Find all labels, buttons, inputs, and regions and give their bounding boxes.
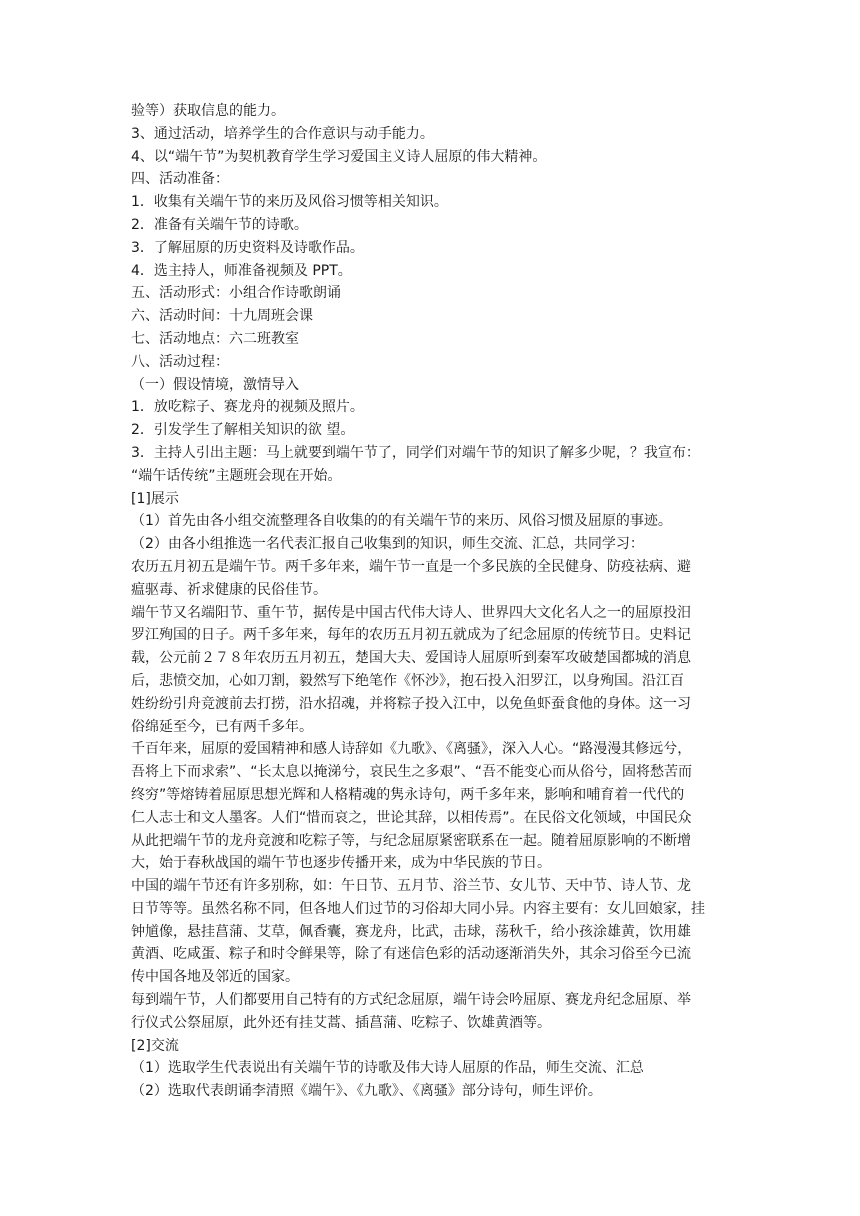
text-line: 千百年来，屈原的爱国精神和感人诗辞如《九歌》、《离骚》，深入人心。“路漫漫其修远兮， [131, 741, 692, 758]
text-line: 俗绵延至今，已有两千多年。 [131, 718, 313, 735]
text-line: 4、以“端午节”为契机教育学生学习爱国主义诗人屈原的伟大精神。 [131, 148, 547, 165]
text-line: 3、通过活动，培养学生的合作意识与动手能力。 [131, 125, 434, 142]
text-line: （2）选取代表朗诵李清照《端午》、《九歌》、《离骚》部分诗句，师生评价。 [131, 1083, 602, 1100]
text-line: 传中国各地及邻近的国家。 [131, 969, 299, 986]
text-line: 2．引发学生了解相关知识的欲 望。 [131, 422, 355, 439]
text-line: “端午话传统”主题班会现在开始。 [131, 467, 342, 484]
text-line: （1）选取学生代表说出有关端午节的诗歌及伟大诗人屈原的作品，师生交流、汇总 [131, 1060, 644, 1077]
text-line: 终穷”等熔铸着屈原思想光辉和人格精魂的隽永诗句，两千多年来，影响和哺育着一代代的 [131, 786, 685, 803]
text-line: 四、活动准备： [131, 171, 229, 188]
text-line: 罗江殉国的日子。两千多年来，每年的农历五月初五就成为了纪念屈原的传统节日。史料记 [131, 627, 691, 644]
text-line: 八、活动过程： [131, 353, 229, 370]
text-line: 每到端午节，人们都要用自己特有的方式纪念屈原，端午诗会吟屈原、赛龙舟纪念屈原、举 [131, 992, 691, 1009]
text-line: 2．准备有关端午节的诗歌。 [131, 216, 308, 233]
text-line: 后，悲愤交加，心如刀割，毅然写下绝笔作《怀沙》，抱石投入汨罗江，以身殉国。沿江百 [131, 672, 684, 689]
text-line: （2）由各小组推选一名代表汇报自己收集到的知识，师生交流、汇总，共同学习： [131, 536, 644, 553]
text-line: 姓纷纷引舟竞渡前去打捞，沿水招魂，并将粽子投入江中，以免鱼虾蚕食他的身体。这一习 [131, 695, 691, 712]
text-line: 农历五月初五是端午节。两千多年来，端午节一直是一个多民族的全民健身、防疫祛病、避 [131, 558, 691, 575]
text-line: 3．了解屈原的历史资料及诗歌作品。 [131, 239, 364, 256]
document-body [131, 100, 731, 1103]
text-line: 4．选主持人，师准备视频及 PPT。 [131, 262, 352, 279]
text-line: 六、活动时间：十九周班会课 [131, 308, 313, 325]
text-line: 黄酒、吃咸蛋、粽子和时令鲜果等，除了有迷信色彩的活动逐渐消失外，其余习俗至今已流 [131, 946, 691, 963]
text-line: （一）假设情境，激情导入 [131, 376, 299, 393]
text-line: 载，公元前２７８年农历五月初五，楚国大夫、爱国诗人屈原听到秦军攻破楚国都城的消息 [131, 650, 691, 667]
text-line: 日节等等。虽然名称不同，但各地人们过节的习俗却大同小异。内容主要有：女儿回娘家，挂 [131, 900, 705, 917]
text-line: 中国的端午节还有许多别称，如：午日节、五月节、浴兰节、女儿节、天中节、诗人节、龙 [131, 878, 691, 895]
text-line: 行仪式公祭屈原，此外还有挂艾蒿、插菖蒲、吃粽子、饮雄黄酒等。 [131, 1014, 551, 1031]
text-line: 钟馗像，悬挂菖蒲、艾草，佩香囊，赛龙舟，比武，击球，荡秋千，给小孩涂雄黄，饮用雄 [131, 923, 691, 940]
text-line: （1）首先由各小组交流整理各自收集的的有关端午节的来历、风俗习惯及屈原的事迹。 [131, 513, 672, 530]
text-line: 吾将上下而求索”、“长太息以掩涕兮，哀民生之多艰”、“吾不能变心而从俗兮，固将愁苦而 [131, 764, 693, 781]
text-line: 从此把端午节的龙舟竞渡和吃粽子等，与纪念屈原紧密联系在一起。随着屈原影响的不断增 [131, 832, 691, 849]
text-line: 1．收集有关端午节的来历及风俗习惯等相关知识。 [131, 194, 448, 211]
text-line: 瘟驱毒、祈求健康的民俗佳节。 [131, 581, 327, 598]
text-line: 仁人志士和文人墨客。人们“惜而哀之，世论其辞，以相传焉”。在民俗文化领域，中国民众 [131, 809, 692, 826]
text-line: [1]展示 [131, 490, 179, 507]
text-line: [2]交流 [131, 1037, 179, 1054]
text-line: 1．放吃粽子、赛龙舟的视频及照片。 [131, 399, 364, 416]
text-line: 五、活动形式：小组合作诗歌朗诵 [131, 285, 341, 302]
text-line: 3．主持人引出主题：马上就要到端午节了，同学们对端午节的知识了解多少呢，？我宣布： [131, 444, 700, 461]
text-line: 端午节又名端阳节、重午节，据传是中国古代伟大诗人、世界四大文化名人之一的屈原投汨 [131, 604, 691, 621]
text-line: 七、活动地点：六二班教室 [131, 330, 299, 347]
text-line: 大，始于春秋战国的端午节也逐步传播开来，成为中华民族的节日。 [131, 855, 551, 872]
text-line: 验等）获取信息的能力。 [131, 103, 285, 119]
